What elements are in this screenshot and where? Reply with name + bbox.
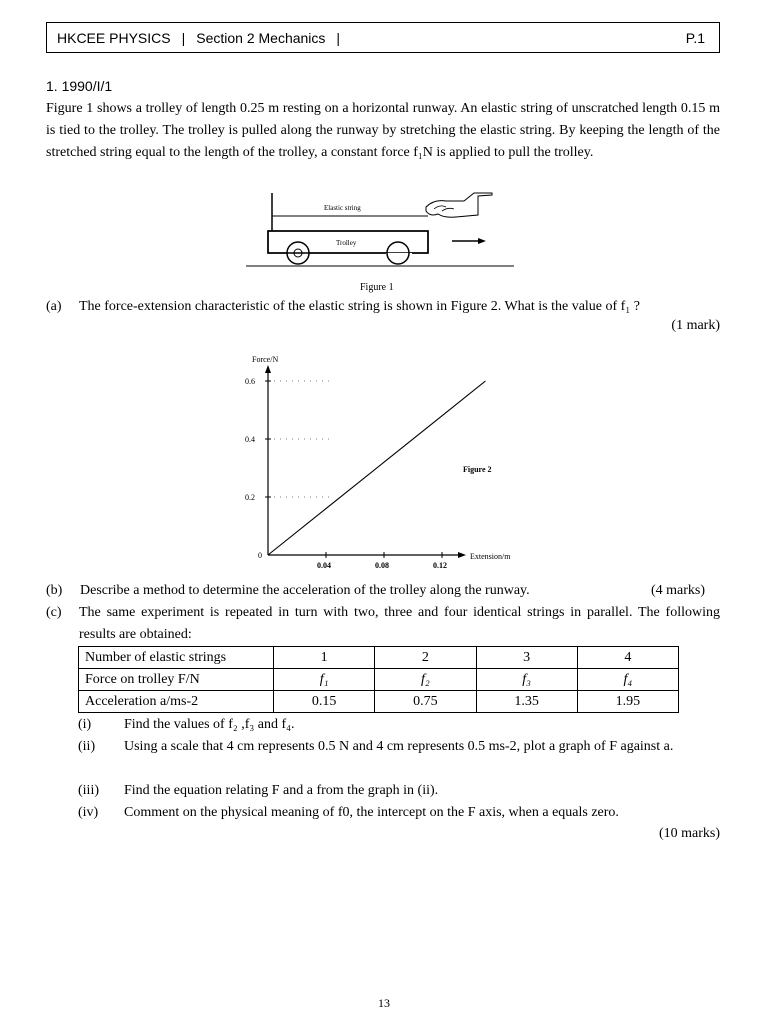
part-c-text: The same experiment is repeated in turn with two, three and four identical strings in parallel. The following results are obtained: [79, 605, 720, 642]
subpart-label: (iv) [78, 805, 99, 820]
subpart-text: Using a scale that 4 cm represents 0.5 N and 4 cm represents 0.5 ms-2, plot a graph of F against a. [124, 739, 674, 754]
header-section: Section 2 Mechanics [196, 29, 326, 46]
header-separator: | [181, 29, 186, 46]
header-title: HKCEE PHYSICS [57, 29, 171, 46]
header-page-number: P.1 [685, 29, 705, 46]
arrow-right-icon [452, 238, 486, 244]
marks-allocation: (1 mark) [671, 318, 720, 333]
part-a-text: The force-extension characteristic of the elastic string is shown in Figure 2. What is the value of f₁ ? [79, 299, 640, 314]
marks-allocation: (10 marks) [658, 826, 720, 841]
x-tick-label: 0.12 [433, 561, 447, 570]
figure-1-diagram [246, 187, 518, 295]
table-cell: 0.15 [274, 691, 375, 713]
table-cell: f₄ [577, 669, 678, 691]
marks-allocation: (4 marks) [651, 583, 706, 598]
table-cell: 1 [274, 647, 375, 669]
part-label: (c) [46, 605, 62, 620]
table-cell: Acceleration a/ms-2 [79, 691, 274, 713]
part-label: (b) [46, 583, 63, 598]
table-cell: f₁ [274, 669, 375, 691]
results-table [78, 646, 679, 713]
figure-2-caption: Figure 2 [463, 465, 492, 474]
subpart-label: (iii) [78, 783, 99, 798]
table-cell: 0.75 [375, 691, 476, 713]
subpart-text: Find the equation relating F and a from the graph in (ii). [124, 783, 439, 798]
table-cell: 1.35 [476, 691, 577, 713]
y-tick-label: 0.6 [245, 377, 255, 386]
question-number: 1. 1990/I/1 [46, 78, 113, 94]
question-intro: Figure 1 shows a trolley of length 0.25 m resting on a horizontal runway. An elastic string of unscratched length 0.15 m is tied to the trolley. The trolley is pulled along the runway by stretching the elastic string. By keeping the length of the stretched string equal to the length of the trolley, a constant force f₁N is applied to pull the trolley. [46, 101, 720, 160]
table-cell: 1.95 [577, 691, 678, 713]
table-cell: Force on trolley F/N [79, 669, 274, 691]
page-footer-number: 13 [378, 996, 390, 1010]
figure-2-chart [232, 347, 540, 575]
table-cell: 2 [375, 647, 476, 669]
hand-icon [426, 193, 492, 217]
y-axis-label: Force/N [252, 355, 279, 364]
x-axis-label: Extension/m [470, 552, 511, 561]
x-tick-label: 0.08 [375, 561, 389, 570]
part-b-text: Describe a method to determine the acceleration of the trolley along the runway. [80, 583, 530, 598]
part-label: (a) [46, 299, 62, 314]
table-cell: 3 [476, 647, 577, 669]
y-axis-arrow [265, 365, 271, 373]
y-tick-label: 0.4 [245, 435, 255, 444]
figure-1-string-label: Elastic string [324, 204, 361, 212]
figure-1-trolley-label: Trolley [336, 239, 357, 247]
x-axis-arrow [458, 552, 466, 558]
subpart-label: (ii) [78, 739, 96, 754]
origin-label: 0 [258, 551, 262, 560]
table-cell: f₃ [476, 669, 577, 691]
table-row [79, 691, 679, 713]
table-row [79, 647, 679, 669]
table-cell: f₂ [375, 669, 476, 691]
table-cell: 4 [577, 647, 678, 669]
table-cell: Number of elastic strings [79, 647, 274, 669]
figure-1-caption: Figure 1 [360, 282, 394, 293]
subpart-label: (i) [78, 717, 92, 732]
y-tick-label: 0.2 [245, 493, 255, 502]
table-row [79, 669, 679, 691]
subpart-text: Comment on the physical meaning of f0, the intercept on the F axis, when a equals zero. [124, 805, 619, 820]
force-extension-line [268, 381, 486, 555]
header-separator: | [336, 29, 341, 46]
x-tick-label: 0.04 [317, 561, 331, 570]
page-header [46, 22, 720, 53]
subpart-text: Find the values of f₂ ,f₃ and f₄. [124, 717, 295, 732]
